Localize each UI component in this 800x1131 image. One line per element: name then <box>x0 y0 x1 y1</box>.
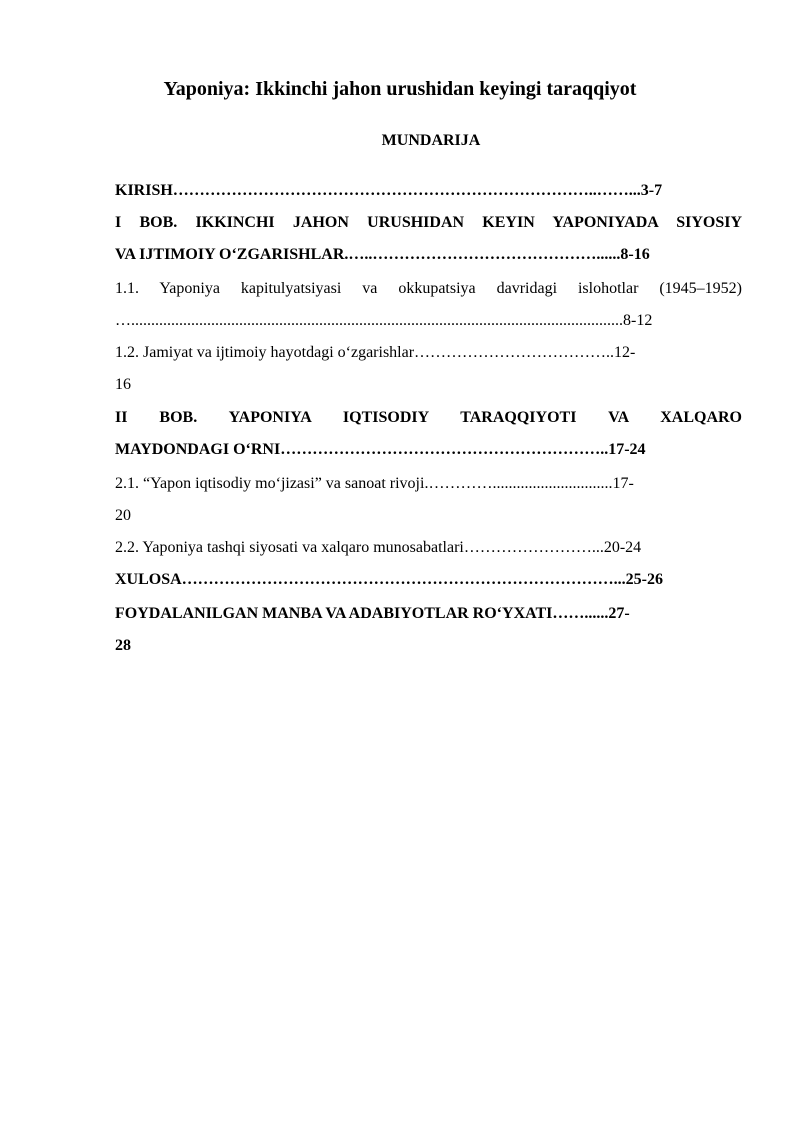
toc-entry-section-1-1-line-2: …...........................................................................................................................8-12 <box>115 312 653 329</box>
toc-entry-chapter-2-line-2: MAYDONDAGI O‘RNI……………………………………………………..17-24 <box>115 441 646 458</box>
toc-entry-section-1-2-line-1: 1.2. Jamiyat va ijtimoiy hayotdagi o‘zgarishlar………………………………..12- <box>115 344 636 361</box>
toc-entry-section-2-1-line-2: 20 <box>115 507 131 524</box>
toc-heading: MUNDARIJA <box>381 132 481 149</box>
toc-entry-xulosa: XULOSA………………………………………………………………………...25-26 <box>115 571 664 588</box>
toc-entry-references-line-2: 28 <box>115 637 131 654</box>
toc-entry-section-1-1-line-1: 1.1. Yaponiya kapitulyatsiyasi va okkupatsiya davridagi islohotlar (1945–1952) <box>115 280 742 297</box>
toc-entry-chapter-1-line-2: VA IJTIMOIY O‘ZGARISHLAR.…..……………………………………......8-16 <box>115 246 650 263</box>
toc-entry-references-line-1: FOYDALANILGAN MANBA VA ADABIYOTLAR RO‘YXATI……......27- <box>115 605 630 622</box>
toc-entry-kirish: KIRISH……………………………………………………………………..……...3-7 <box>115 182 663 199</box>
toc-entry-section-1-2-line-2: 16 <box>115 376 131 393</box>
toc-entry-chapter-1-line-1: I BOB. IKKINCHI JAHON URUSHIDAN KEYIN YAPONIYADA SIYOSIY <box>115 214 742 231</box>
document-title: Yaponiya: Ikkinchi jahon urushidan keyingi taraqqiyot <box>163 78 637 100</box>
toc-entry-section-2-2: 2.2. Yaponiya tashqi siyosati va xalqaro munosabatlari……………………...20-24 <box>115 539 642 556</box>
toc-entry-section-2-1-line-1: 2.1. “Yapon iqtisodiy mo‘jizasi” va sanoat rivoji.…………..............................17- <box>115 475 634 492</box>
toc-entry-chapter-2-line-1: II BOB. YAPONIYA IQTISODIY TARAQQIYOTI VA XALQARO <box>115 409 742 426</box>
